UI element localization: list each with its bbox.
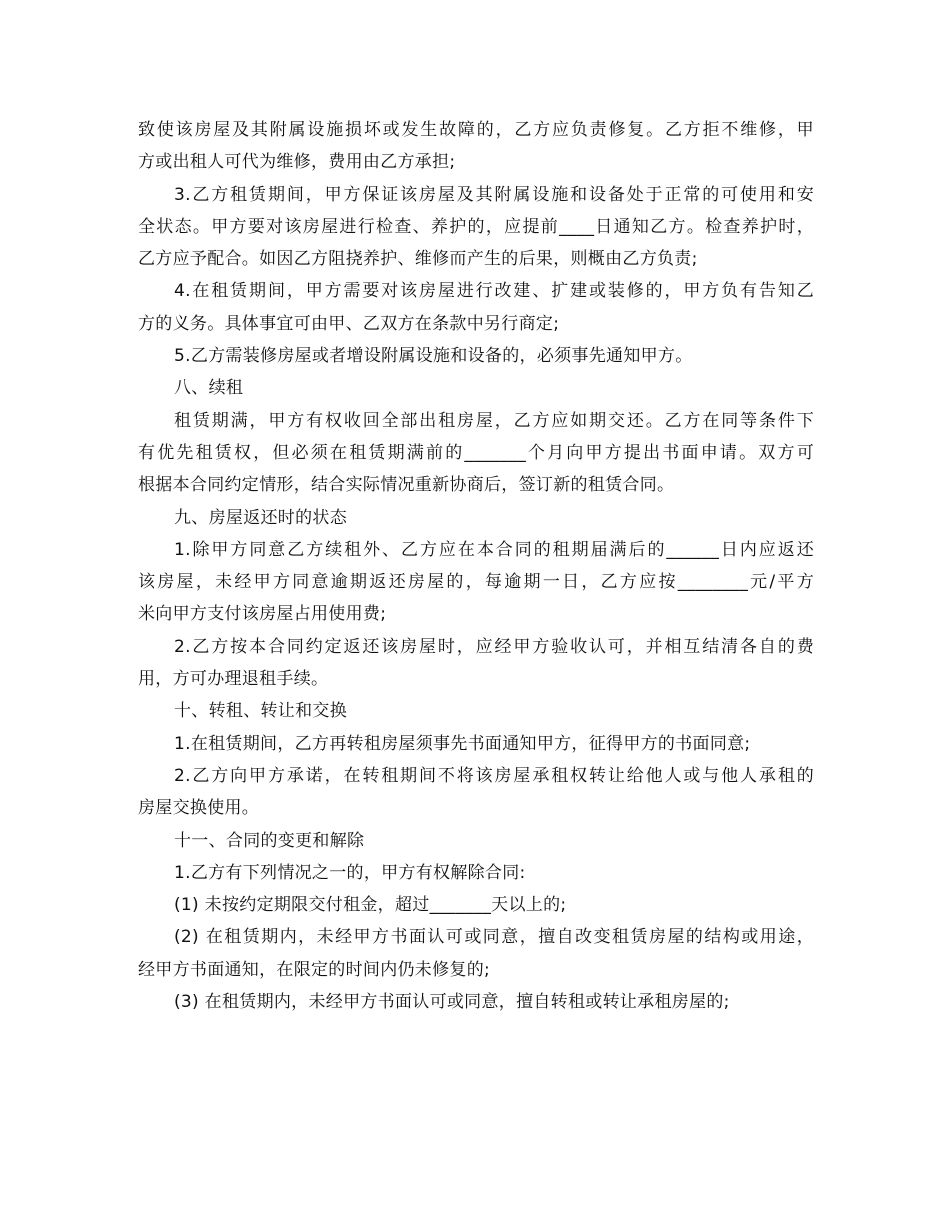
document-body (138, 114, 814, 1018)
text-line: 九、房屋返还时的状态 (174, 507, 347, 528)
text-line: 方或出租人可代为维修，费用由乙方承担; (138, 152, 456, 173)
text-line: 5.乙方需装修房屋或者增设附属设施和设备的，必须事先通知甲方。 (174, 346, 693, 367)
text-line: 4.在租赁期间，甲方需要对该房屋进行改建、扩建或装修的，甲方负有告知乙 (174, 281, 814, 302)
text-line: (3) 在租赁期内，未经甲方书面认可或同意，擅自转租或转让承租房屋的; (174, 992, 730, 1013)
text-line: 1.除甲方同意乙方续租外、乙方应在本合同的租期届满后的______日内应返还 (174, 539, 814, 560)
text-line: 米向甲方支付该房屋占用使用费; (138, 604, 387, 625)
text-line: 3.乙方租赁期间，甲方保证该房屋及其附属设施和设备处于正常的可使用和安 (174, 184, 814, 205)
text-line: 十、转租、转让和交换 (174, 701, 347, 722)
text-line: (1) 未按约定期限交付租金，超过_______天以上的; (174, 895, 567, 916)
text-line: 有优先租赁权，但必须在租赁期满前的_______个月向甲方提出书面申请。双方可 (138, 442, 814, 463)
text-line: 该房屋，未经甲方同意逾期返还房屋的，每逾期一日，乙方应按________元/平方 (138, 572, 814, 593)
text-line: 租赁期满，甲方有权收回全部出租房屋，乙方应如期交还。乙方在同等条件下 (174, 410, 814, 431)
text-line: 十一、合同的变更和解除 (174, 830, 365, 851)
text-line: 全状态。甲方要对该房屋进行检查、养护的，应提前____日通知乙方。检查养护时， (138, 216, 814, 237)
text-line: 用，方可办理退租手续。 (138, 669, 329, 690)
text-line: 经甲方书面通知，在限定的时间内仍未修复的; (138, 959, 491, 980)
text-line: 根据本合同约定情形，结合实际情况重新协商后，签订新的租赁合同。 (138, 475, 675, 496)
text-line: 2.乙方按本合同约定返还该房屋时，应经甲方验收认可，并相互结清各自的费 (174, 636, 814, 657)
text-line: 房屋交换使用。 (138, 798, 260, 819)
text-line: 1.在租赁期间，乙方再转租房屋须事先书面通知甲方，征得甲方的书面同意; (174, 733, 751, 754)
text-line: 八、续租 (174, 378, 244, 399)
text-line: 致使该房屋及其附属设施损坏或发生故障的，乙方应负责修复。乙方拒不维修，甲 (138, 120, 814, 140)
text-line: 方的义务。具体事宜可由甲、乙双方在条款中另行商定; (138, 313, 560, 334)
text-line: 乙方应予配合。如因乙方阻挠养护、维修而产生的后果，则概由乙方负责; (138, 249, 698, 270)
text-line: 1.乙方有下列情况之一的，甲方有权解除合同: (174, 862, 526, 883)
text-line: (2) 在租赁期内，未经甲方书面认可或同意，擅自改变租赁房屋的结构或用途， (174, 927, 814, 948)
text-line: 2.乙方向甲方承诺，在转租期间不将该房屋承租权转让给他人或与他人承租的 (174, 765, 814, 786)
